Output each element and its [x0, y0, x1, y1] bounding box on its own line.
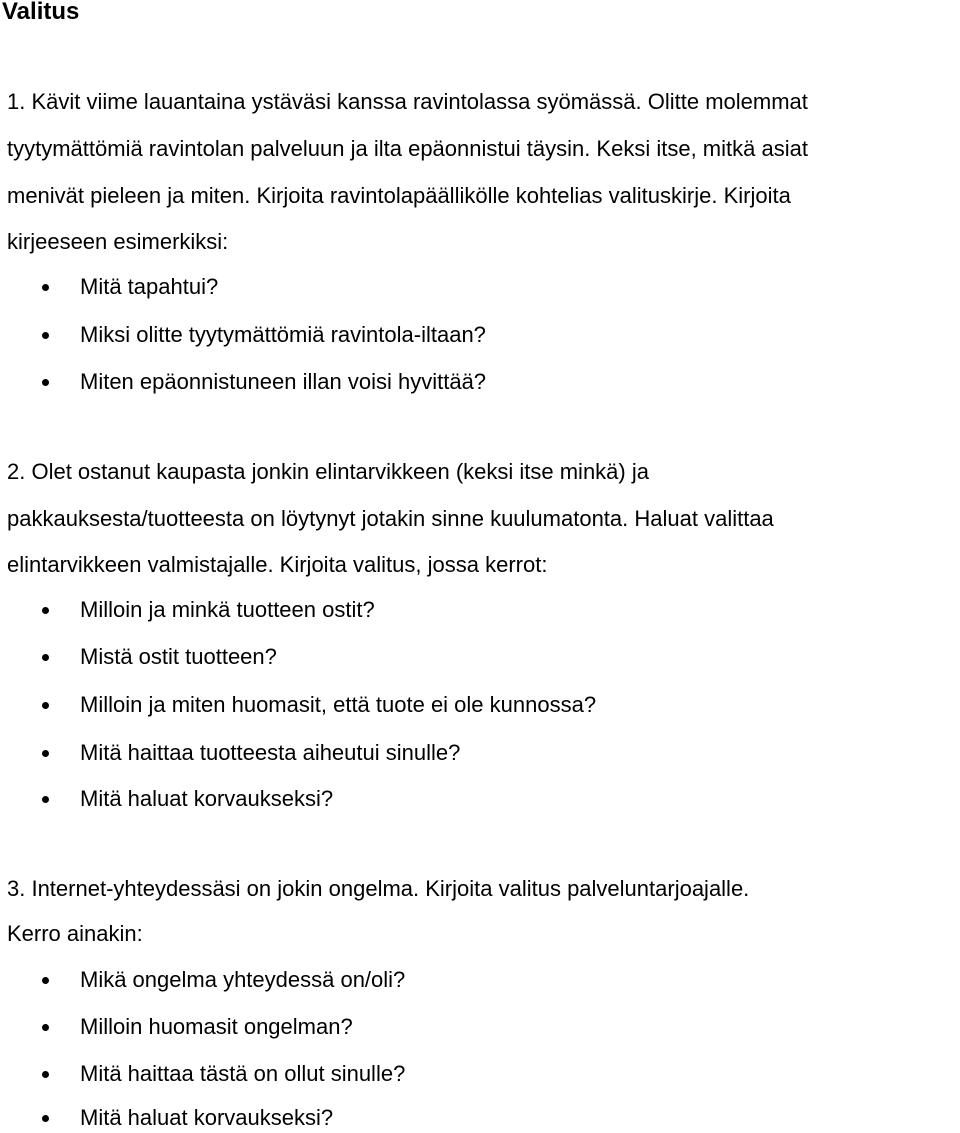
list-item-text: Milloin huomasit ongelman? — [80, 1014, 353, 1039]
list-item-text: Mistä ostit tuotteen? — [80, 644, 277, 669]
list-item — [0, 322, 960, 348]
list-item-text: Mitä haluat korvaukseksi? — [80, 786, 334, 811]
task-1-line: tyytymättömiä ravintolan palveluun ja ilta epäonnistui täysin. Keksi itse, mitkä asiat — [7, 136, 808, 161]
list-item-text: Mitä haittaa tästä on ollut sinulle? — [80, 1061, 406, 1086]
bullet-icon — [42, 332, 49, 339]
task-1-line: menivät pieleen ja miten. Kirjoita ravintolapäällikölle kohtelias valituskirje. Kirjoita — [7, 183, 791, 208]
list-item-text: Mitä haluat korvaukseksi? — [80, 1105, 334, 1130]
list-item — [0, 597, 960, 623]
list-item — [0, 369, 960, 395]
task-2-line: elintarvikkeen valmistajalle. Kirjoita valitus, jossa kerrot: — [7, 552, 548, 577]
list-item-text: Milloin ja miten huomasit, että tuote ei ole kunnossa? — [80, 692, 597, 717]
list-item — [0, 786, 960, 812]
bullet-icon — [42, 654, 49, 661]
list-item — [0, 967, 960, 993]
bullet-icon — [42, 1071, 49, 1078]
bullet-icon — [42, 1115, 49, 1122]
list-item — [0, 1061, 960, 1087]
list-item-text: Miten epäonnistuneen illan voisi hyvittää? — [80, 369, 487, 394]
bullet-icon — [42, 1024, 49, 1031]
bullet-icon — [42, 977, 49, 984]
list-item-text: Mitä tapahtui? — [80, 274, 219, 299]
task-3-line: 3. Internet-yhteydessäsi on jokin ongelma. Kirjoita valitus palveluntarjoajalle. — [7, 876, 750, 901]
task-1-line: kirjeeseen esimerkiksi: — [7, 229, 229, 254]
task-3-line: Kerro ainakin: — [7, 921, 143, 946]
bullet-icon — [42, 607, 49, 614]
list-item — [0, 1105, 960, 1131]
bullet-icon — [42, 750, 49, 757]
document-title: Valitus — [2, 0, 80, 25]
list-item-text: Miksi olitte tyytymättömiä ravintola-iltaan? — [80, 322, 486, 347]
list-item — [0, 274, 960, 300]
list-item-text: Milloin ja minkä tuotteen ostit? — [80, 597, 375, 622]
bullet-icon — [42, 702, 49, 709]
task-2-line: 2. Olet ostanut kaupasta jonkin elintarvikkeen (keksi itse minkä) ja — [7, 459, 649, 484]
bullet-icon — [42, 284, 49, 291]
list-item — [0, 1014, 960, 1040]
list-item — [0, 740, 960, 766]
task-1-line: 1. Kävit viime lauantaina ystäväsi kanssa ravintolassa syömässä. Olitte molemmat — [7, 89, 808, 114]
list-item-text: Mitä haittaa tuotteesta aiheutui sinulle? — [80, 740, 461, 765]
list-item-text: Mikä ongelma yhteydessä on/oli? — [80, 967, 406, 992]
bullet-icon — [42, 379, 49, 386]
list-item — [0, 692, 960, 718]
list-item — [0, 644, 960, 670]
task-2-line: pakkauksesta/tuotteesta on löytynyt jotakin sinne kuulumatonta. Haluat valittaa — [7, 506, 774, 531]
bullet-icon — [42, 796, 49, 803]
